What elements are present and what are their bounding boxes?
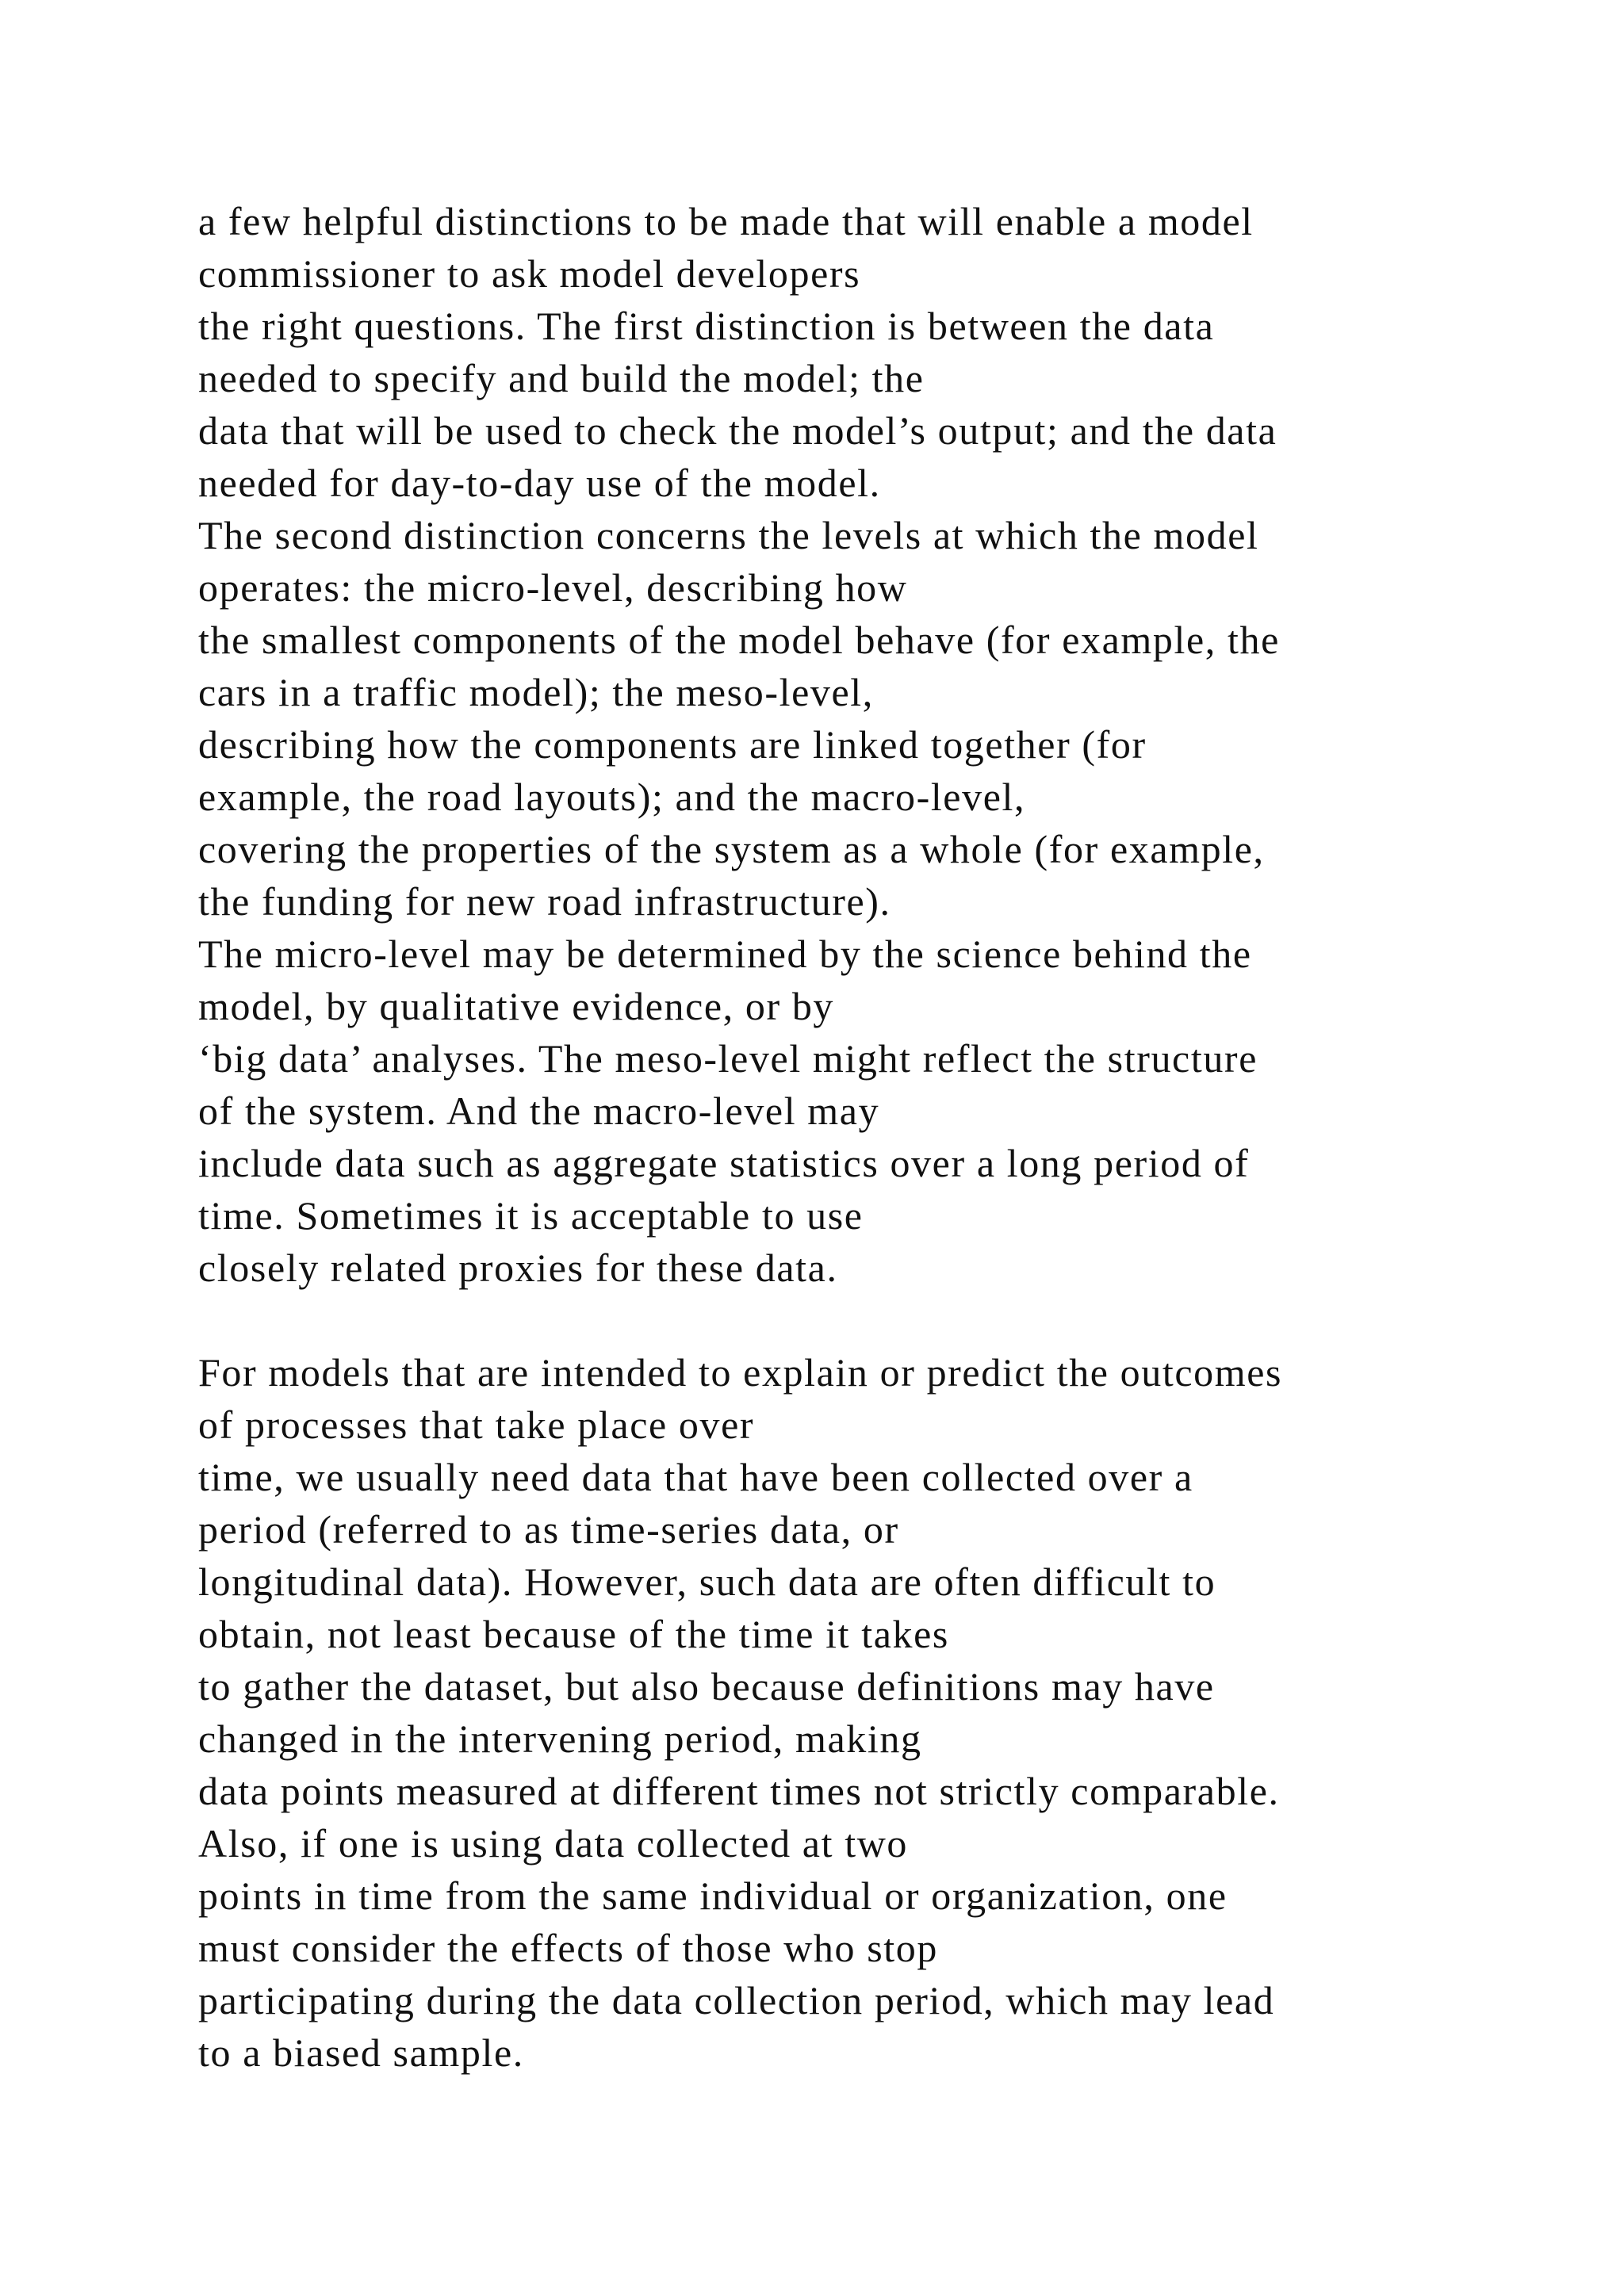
text-line: obtain, not least because of the time it takes <box>198 1612 949 1656</box>
text-line: data points measured at different times not strictly comparable. <box>198 1769 1280 1813</box>
text-line: For models that are intended to explain or predict the outcomes <box>198 1350 1283 1395</box>
text-line: participating during the data collection period, which may lead <box>198 1978 1275 2022</box>
text-line: of processes that take place over <box>198 1402 755 1447</box>
paragraph-break <box>198 1294 1610 1346</box>
document-body <box>198 195 1610 2079</box>
text-line: of the system. And the macro-level may <box>198 1089 880 1133</box>
text-line: covering the properties of the system as a whole (for example, <box>198 827 1265 871</box>
text-line: include data such as aggregate statistics over a long period of <box>198 1141 1250 1185</box>
paragraph-time-series <box>198 1346 1610 2079</box>
text-line: time. Sometimes it is acceptable to use <box>198 1193 864 1238</box>
text-line: needed for day-to-day use of the model. <box>198 461 881 505</box>
text-line: a few helpful distinctions to be made that will enable a model <box>198 199 1254 243</box>
text-line: ‘big data’ analyses. The meso-level might reflect the structure <box>198 1036 1258 1081</box>
text-line: model, by qualitative evidence, or by <box>198 984 835 1028</box>
text-line: to a biased sample. <box>198 2030 524 2075</box>
text-line: period (referred to as time-series data, or <box>198 1507 899 1552</box>
text-line: commissioner to ask model developers <box>198 251 861 296</box>
text-line: the right questions. The first distinction is between the data <box>198 304 1215 348</box>
text-line: describing how the components are linked together (for <box>198 722 1147 767</box>
text-line: Also, if one is using data collected at two <box>198 1821 908 1866</box>
text-line: to gather the dataset, but also because definitions may have <box>198 1664 1215 1709</box>
text-line: time, we usually need data that have been collected over a <box>198 1455 1193 1499</box>
text-line: needed to specify and build the model; the <box>198 356 925 400</box>
text-line: operates: the micro-level, describing how <box>198 565 908 610</box>
text-line: closely related proxies for these data. <box>198 1246 838 1290</box>
text-line: longitudinal data). However, such data are often difficult to <box>198 1559 1216 1604</box>
text-line: data that will be used to check the model’s output; and the data <box>198 408 1277 453</box>
text-line: example, the road layouts); and the macro-level, <box>198 775 1026 819</box>
paragraph-data-distinctions <box>198 195 1610 1294</box>
text-line: must consider the effects of those who stop <box>198 1926 938 1970</box>
text-line: The micro-level may be determined by the science behind the <box>198 932 1252 976</box>
text-line: The second distinction concerns the levels at which the model <box>198 513 1259 557</box>
text-line: cars in a traffic model); the meso-level, <box>198 670 874 714</box>
text-line: changed in the intervening period, making <box>198 1716 922 1761</box>
text-line: the funding for new road infrastructure). <box>198 879 891 924</box>
text-line: the smallest components of the model behave (for example, the <box>198 618 1280 662</box>
text-line: points in time from the same individual or organization, one <box>198 1873 1228 1918</box>
